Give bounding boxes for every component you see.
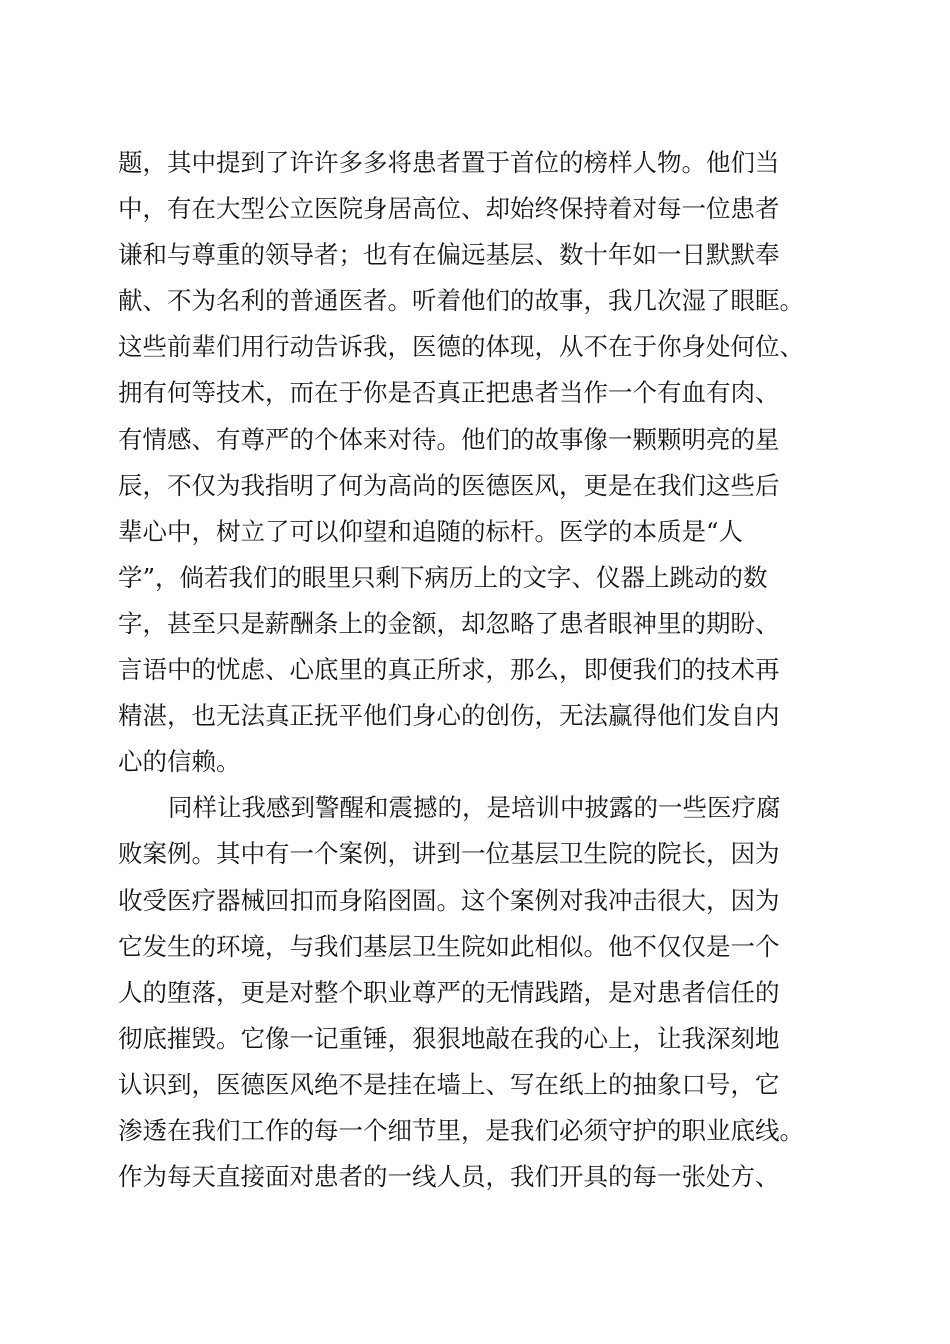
text-line: 献、不为名利的普通医者。听着他们的故事，我几次湿了眼眶。: [118, 286, 804, 316]
text-line: 这些前辈们用行动告诉我，医德的体现，从不在于你身处何位、: [118, 332, 804, 362]
text-line: 辈心中，树立了可以仰望和追随的标杆。医学的本质是“人: [118, 516, 744, 546]
text-line: 它发生的环境，与我们基层卫生院如此相似。他不仅仅是一个: [118, 931, 780, 961]
text-line: 辰，不仅为我指明了何为高尚的医德医风，更是在我们这些后: [118, 470, 780, 500]
text-line: 人的堕落，更是对整个职业尊严的无情践踏，是对患者信任的: [118, 977, 780, 1007]
text-line: 作为每天直接面对患者的一线人员，我们开具的每一张处方、: [118, 1162, 780, 1192]
text-line: 中，有在大型公立医院身居高位、却始终保持着对每一位患者: [118, 194, 780, 224]
text-line: 渗透在我们工作的每一个细节里，是我们必须守护的职业底线。: [118, 1115, 804, 1145]
text-line: 字，甚至只是薪酬条上的金额，却忽略了患者眼神里的期盼、: [118, 608, 780, 638]
text-line: 心的信赖。: [118, 747, 241, 777]
document-body: [118, 140, 848, 1200]
text-line: 认识到，医德医风绝不是挂在墙上、写在纸上的抽象口号，它: [118, 1069, 780, 1099]
text-line: 拥有何等技术，而在于你是否真正把患者当作一个有血有肉、: [118, 378, 780, 408]
text-line: 有情感、有尊严的个体来对待。他们的故事像一颗颗明亮的星: [118, 424, 780, 454]
text-line: 败案例。其中有一个案例，讲到一位基层卫生院的院长，因为: [118, 839, 780, 869]
text-line: 精湛，也无法真正抚平他们身心的创伤，无法赢得他们发自内: [118, 701, 780, 731]
text-line: 言语中的忧虑、心底里的真正所求，那么，即便我们的技术再: [118, 655, 780, 685]
text-line: 学”，倘若我们的眼里只剩下病历上的文字、仪器上跳动的数: [118, 562, 768, 592]
text-line: 谦和与尊重的领导者；也有在偏远基层、数十年如一日默默奉: [118, 240, 780, 270]
text-line: 彻底摧毁。它像一记重锤，狠狠地敲在我的心上，让我深刻地: [118, 1023, 780, 1053]
paragraph-start-line: 同样让我感到警醒和震撼的，是培训中披露的一些医疗腐: [168, 793, 781, 823]
text-line: 题，其中提到了许许多多将患者置于首位的榜样人物。他们当: [118, 148, 780, 177]
text-line: 收受医疗器械回扣而身陷囹圄。这个案例对我冲击很大，因为: [118, 885, 780, 915]
